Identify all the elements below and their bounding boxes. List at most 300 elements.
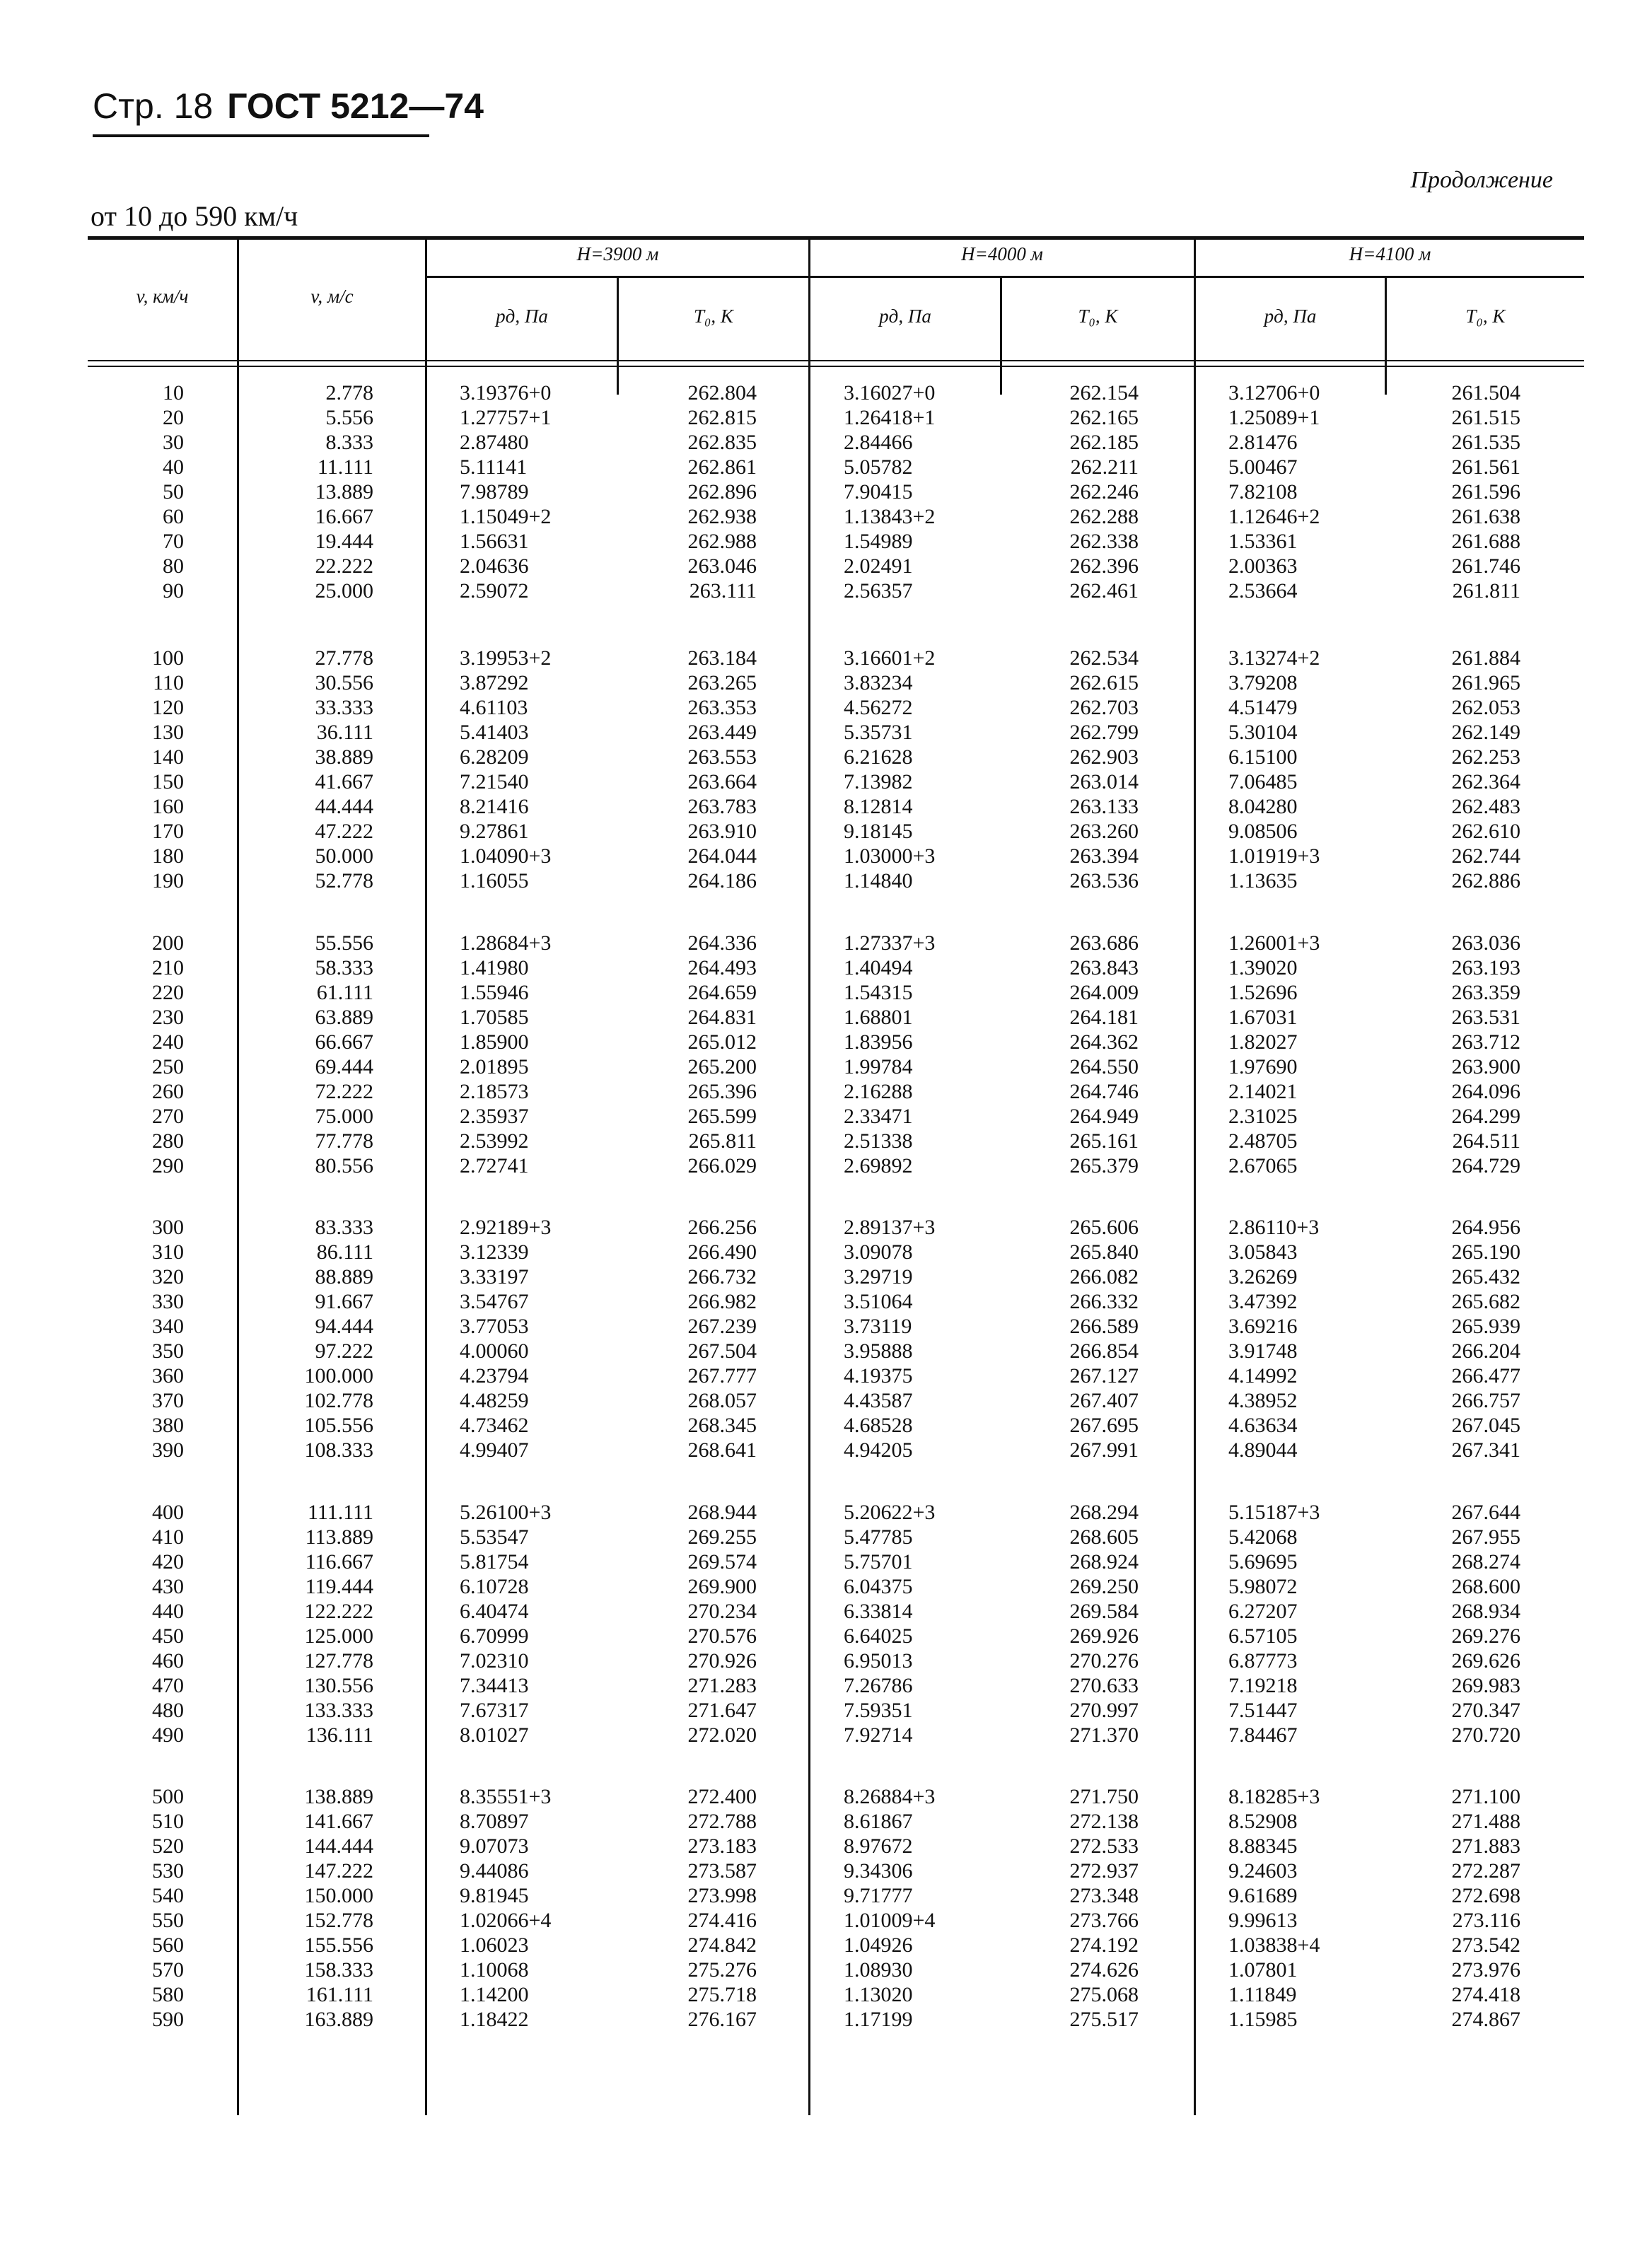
- subcolumn-divider: [1000, 278, 1002, 395]
- cell-pressure-h2: 2.69892: [844, 1154, 913, 1177]
- cell-v-ms: 55.556: [315, 931, 373, 955]
- cell-pressure-h2: 7.13982: [844, 770, 913, 793]
- cell-v-kmh: 110: [153, 671, 184, 694]
- cell-temperature-h1: 264.659: [687, 981, 757, 1004]
- cell-v-kmh: 410: [152, 1525, 184, 1549]
- cell-pressure-h3: 3.05843: [1228, 1240, 1298, 1264]
- cell-temperature-h2: 269.584: [1069, 1600, 1139, 1623]
- cell-pressure-h3: 5.00467: [1228, 455, 1298, 479]
- cell-pressure-h1: 6.40474: [460, 1600, 529, 1623]
- table-header-rule-double: [88, 366, 1584, 367]
- cell-v-kmh: 450: [152, 1624, 184, 1648]
- cell-temperature-h1: 275.276: [687, 1958, 757, 1982]
- cell-pressure-h3: 3.69216: [1228, 1315, 1298, 1338]
- cell-pressure-h3: 1.01919+3: [1228, 844, 1320, 868]
- cell-temperature-h2: 267.991: [1069, 1438, 1139, 1462]
- cell-temperature-h2: 268.605: [1069, 1525, 1139, 1549]
- cell-temperature-h1: 270.576: [687, 1624, 757, 1648]
- cell-pressure-h2: 1.13020: [844, 1983, 913, 2006]
- cell-v-kmh: 60: [163, 505, 184, 528]
- cell-pressure-h2: 4.19375: [844, 1364, 913, 1388]
- cell-pressure-h2: 4.94205: [844, 1438, 913, 1462]
- cell-pressure-h1: 5.41403: [460, 721, 529, 744]
- cell-temperature-h1: 262.896: [687, 480, 757, 504]
- cell-temperature-h1: 263.046: [687, 554, 757, 578]
- cell-temperature-h3: 273.542: [1451, 1933, 1520, 1957]
- column-header-v-ms: v, м/с: [310, 286, 354, 307]
- cell-temperature-h1: 274.842: [687, 1933, 757, 1957]
- cell-temperature-h1: 264.493: [687, 956, 757, 979]
- cell-pressure-h3: 7.06485: [1228, 770, 1298, 793]
- cell-pressure-h3: 8.52908: [1228, 1810, 1298, 1833]
- cell-temperature-h3: 261.561: [1451, 455, 1520, 479]
- cell-v-ms: 105.556: [304, 1414, 373, 1437]
- table-column-block: [1400, 1215, 1520, 1462]
- cell-temperature-h3: 261.811: [1452, 579, 1520, 603]
- cell-pressure-h3: 7.51447: [1228, 1699, 1298, 1722]
- cell-v-ms: 147.222: [304, 1859, 373, 1883]
- cell-pressure-h3: 4.38952: [1228, 1389, 1298, 1412]
- column-header-pressure: pд, Па: [1264, 306, 1317, 327]
- cell-temperature-h2: 271.370: [1069, 1723, 1139, 1747]
- cell-temperature-h2: 264.746: [1069, 1080, 1139, 1103]
- cell-temperature-h1: 266.256: [687, 1216, 757, 1239]
- cell-pressure-h1: 1.10068: [460, 1958, 529, 1982]
- cell-v-kmh: 500: [152, 1785, 184, 1808]
- cell-pressure-h3: 9.99613: [1228, 1909, 1298, 1932]
- cell-temperature-h1: 265.599: [687, 1105, 757, 1128]
- cell-pressure-h2: 8.12814: [844, 795, 913, 818]
- cell-temperature-h2: 270.276: [1069, 1649, 1139, 1673]
- table-column-block: [460, 646, 612, 893]
- cell-v-kmh: 150: [152, 770, 184, 793]
- cell-temperature-h2: 262.396: [1069, 554, 1139, 578]
- cell-pressure-h2: 7.26786: [844, 1674, 913, 1697]
- cell-v-kmh: 190: [152, 869, 184, 892]
- cell-v-ms: 80.556: [315, 1154, 373, 1177]
- cell-v-kmh: 80: [163, 554, 184, 578]
- cell-temperature-h1: 265.396: [687, 1080, 757, 1103]
- cell-v-ms: 13.889: [315, 480, 373, 504]
- cell-temperature-h3: 264.956: [1451, 1216, 1520, 1239]
- cell-temperature-h3: 271.100: [1451, 1785, 1520, 1808]
- table-column-block: [262, 1215, 373, 1462]
- cell-v-ms: 144.444: [304, 1834, 373, 1858]
- cell-v-kmh: 510: [152, 1810, 184, 1833]
- table-column-block: [262, 1500, 373, 1747]
- cell-temperature-h2: 265.606: [1069, 1216, 1139, 1239]
- column-header-temperature: T₀, K: [694, 306, 733, 327]
- cell-temperature-h3: 263.036: [1451, 931, 1520, 955]
- cell-temperature-h1: 263.111: [689, 579, 757, 603]
- cell-pressure-h3: 7.82108: [1228, 480, 1298, 504]
- cell-v-ms: 130.556: [304, 1674, 373, 1697]
- table-column-block: [1018, 931, 1139, 1178]
- cell-pressure-h3: 6.27207: [1228, 1600, 1298, 1623]
- cell-v-kmh: 330: [152, 1290, 184, 1313]
- cell-pressure-h2: 2.02491: [844, 554, 913, 578]
- cell-temperature-h3: 265.432: [1451, 1265, 1520, 1289]
- cell-temperature-h3: 264.511: [1452, 1129, 1520, 1153]
- cell-v-ms: 75.000: [315, 1105, 373, 1128]
- cell-pressure-h2: 5.75701: [844, 1550, 913, 1574]
- cell-temperature-h2: 263.394: [1069, 844, 1139, 868]
- cell-pressure-h2: 6.64025: [844, 1624, 913, 1648]
- table-column-block: [1018, 380, 1139, 603]
- cell-pressure-h2: 5.05782: [844, 455, 913, 479]
- table-column-block: [460, 1500, 612, 1747]
- cell-temperature-h1: 262.804: [687, 381, 757, 405]
- cell-pressure-h3: 6.87773: [1228, 1649, 1298, 1673]
- subcolumn-divider: [1385, 278, 1387, 395]
- cell-temperature-h2: 263.686: [1069, 931, 1139, 955]
- table-column-block: [460, 1215, 612, 1462]
- table-column-block: [1400, 380, 1520, 603]
- column-divider: [237, 240, 239, 2115]
- table-column-block: [636, 1215, 757, 1462]
- cell-pressure-h1: 7.21540: [460, 770, 529, 793]
- cell-pressure-h3: 1.82027: [1228, 1030, 1298, 1054]
- cell-pressure-h1: 7.34413: [460, 1674, 529, 1697]
- cell-v-kmh: 250: [152, 1055, 184, 1078]
- cell-temperature-h3: 261.515: [1451, 406, 1520, 429]
- cell-temperature-h2: 265.840: [1069, 1240, 1139, 1264]
- cell-temperature-h2: 262.288: [1069, 505, 1139, 528]
- cell-temperature-h2: 262.799: [1069, 721, 1139, 744]
- cell-pressure-h1: 1.70585: [460, 1006, 529, 1029]
- cell-pressure-h3: 1.53361: [1228, 530, 1298, 553]
- cell-temperature-h3: 263.712: [1451, 1030, 1520, 1054]
- cell-v-kmh: 580: [152, 1983, 184, 2006]
- cell-temperature-h1: 273.998: [687, 1884, 757, 1907]
- table-column-block: [844, 1500, 996, 1747]
- cell-temperature-h1: 267.777: [687, 1364, 757, 1388]
- cell-pressure-h2: 3.29719: [844, 1265, 913, 1289]
- table-column-block: [1228, 931, 1380, 1178]
- cell-temperature-h1: 273.183: [687, 1834, 757, 1858]
- cell-v-ms: 91.667: [315, 1290, 373, 1313]
- cell-pressure-h2: 1.99784: [844, 1055, 913, 1078]
- cell-pressure-h3: 4.14992: [1228, 1364, 1298, 1388]
- cell-v-ms: 44.444: [315, 795, 373, 818]
- cell-v-kmh: 120: [152, 696, 184, 719]
- cell-pressure-h2: 1.54315: [844, 981, 913, 1004]
- cell-v-ms: 77.778: [315, 1129, 373, 1153]
- cell-pressure-h1: 2.53992: [460, 1129, 529, 1153]
- cell-pressure-h1: 8.21416: [460, 795, 529, 818]
- table-column-block: [106, 931, 184, 1178]
- cell-pressure-h3: 1.67031: [1228, 1006, 1298, 1029]
- cell-pressure-h1: 6.10728: [460, 1575, 529, 1598]
- cell-pressure-h1: 1.85900: [460, 1030, 529, 1054]
- cell-pressure-h2: 2.16288: [844, 1080, 913, 1103]
- cell-temperature-h3: 272.287: [1451, 1859, 1520, 1883]
- cell-temperature-h3: 265.682: [1451, 1290, 1520, 1313]
- cell-pressure-h3: 4.63634: [1228, 1414, 1298, 1437]
- cell-temperature-h2: 262.534: [1069, 646, 1139, 670]
- cell-temperature-h3: 273.976: [1451, 1958, 1520, 1982]
- cell-temperature-h1: 262.988: [687, 530, 757, 553]
- cell-temperature-h3: 263.531: [1451, 1006, 1520, 1029]
- cell-temperature-h2: 265.379: [1069, 1154, 1139, 1177]
- cell-pressure-h3: 4.51479: [1228, 696, 1298, 719]
- cell-pressure-h2: 1.26418+1: [844, 406, 936, 429]
- cell-pressure-h3: 5.30104: [1228, 721, 1298, 744]
- table-column-block: [262, 380, 373, 603]
- cell-pressure-h2: 1.68801: [844, 1006, 913, 1029]
- cell-temperature-h2: 262.615: [1069, 671, 1139, 694]
- cell-temperature-h2: 262.246: [1069, 480, 1139, 504]
- cell-v-kmh: 320: [152, 1265, 184, 1289]
- cell-v-ms: 133.333: [304, 1699, 373, 1722]
- cell-pressure-h1: 4.23794: [460, 1364, 529, 1388]
- cell-pressure-h3: 1.12646+2: [1228, 505, 1320, 528]
- table-column-block: [1228, 646, 1380, 893]
- cell-pressure-h1: 9.27861: [460, 820, 529, 843]
- cell-temperature-h2: 263.014: [1069, 770, 1139, 793]
- cell-temperature-h1: 262.861: [687, 455, 757, 479]
- cell-pressure-h3: 2.48705: [1228, 1129, 1298, 1153]
- cell-pressure-h1: 2.72741: [460, 1154, 529, 1177]
- cell-pressure-h2: 3.83234: [844, 671, 913, 694]
- cell-temperature-h1: 264.186: [687, 869, 757, 892]
- cell-pressure-h2: 2.56357: [844, 579, 913, 603]
- cell-pressure-h1: 1.56631: [460, 530, 529, 553]
- header-underline: [93, 134, 429, 137]
- table-column-block: [262, 931, 373, 1178]
- cell-v-kmh: 30: [163, 431, 184, 454]
- cell-temperature-h3: 262.483: [1451, 795, 1520, 818]
- cell-v-kmh: 230: [152, 1006, 184, 1029]
- cell-v-kmh: 520: [152, 1834, 184, 1858]
- cell-v-kmh: 480: [152, 1699, 184, 1722]
- cell-v-kmh: 40: [163, 455, 184, 479]
- table-column-block: [262, 1784, 373, 2032]
- cell-v-ms: 50.000: [315, 844, 373, 868]
- cell-pressure-h2: 2.89137+3: [844, 1216, 936, 1239]
- cell-pressure-h3: 1.11849: [1228, 1983, 1297, 2006]
- cell-pressure-h3: 8.88345: [1228, 1834, 1298, 1858]
- table-column-block: [1400, 1784, 1520, 2032]
- cell-v-ms: 102.778: [304, 1389, 373, 1412]
- cell-v-ms: 41.667: [315, 770, 373, 793]
- cell-temperature-h1: 268.944: [687, 1501, 757, 1524]
- cell-temperature-h1: 266.982: [687, 1290, 757, 1313]
- cell-v-ms: 138.889: [304, 1785, 373, 1808]
- cell-pressure-h2: 1.27337+3: [844, 931, 936, 955]
- cell-pressure-h1: 1.18422: [460, 2008, 529, 2031]
- cell-v-kmh: 300: [152, 1216, 184, 1239]
- cell-v-kmh: 140: [152, 745, 184, 769]
- cell-v-ms: 97.222: [315, 1339, 373, 1363]
- cell-temperature-h3: 264.299: [1451, 1105, 1520, 1128]
- cell-v-ms: 94.444: [315, 1315, 373, 1338]
- cell-pressure-h1: 5.81754: [460, 1550, 529, 1574]
- cell-pressure-h3: 5.42068: [1228, 1525, 1298, 1549]
- cell-temperature-h2: 266.854: [1069, 1339, 1139, 1363]
- cell-v-ms: 36.111: [316, 721, 373, 744]
- cell-temperature-h2: 263.260: [1069, 820, 1139, 843]
- cell-v-kmh: 280: [152, 1129, 184, 1153]
- cell-v-kmh: 390: [152, 1438, 184, 1462]
- cell-temperature-h2: 270.997: [1069, 1699, 1139, 1722]
- cell-temperature-h1: 270.234: [687, 1600, 757, 1623]
- cell-pressure-h3: 2.14021: [1228, 1080, 1298, 1103]
- cell-temperature-h2: 269.926: [1069, 1624, 1139, 1648]
- cell-temperature-h3: 268.934: [1451, 1600, 1520, 1623]
- cell-temperature-h3: 261.965: [1451, 671, 1520, 694]
- cell-v-ms: 52.778: [315, 869, 373, 892]
- cell-pressure-h3: 5.98072: [1228, 1575, 1298, 1598]
- cell-v-ms: 119.444: [305, 1575, 373, 1598]
- cell-temperature-h1: 263.783: [687, 795, 757, 818]
- cell-temperature-h3: 262.886: [1451, 869, 1520, 892]
- group-header-h1: H=3900 м: [576, 243, 659, 264]
- cell-pressure-h1: 5.53547: [460, 1525, 529, 1549]
- cell-pressure-h2: 3.95888: [844, 1339, 913, 1363]
- cell-temperature-h1: 264.044: [687, 844, 757, 868]
- cell-pressure-h3: 8.18285+3: [1228, 1785, 1320, 1808]
- cell-v-ms: 108.333: [304, 1438, 373, 1462]
- cell-pressure-h1: 1.15049+2: [460, 505, 552, 528]
- cell-pressure-h1: 2.87480: [460, 431, 529, 454]
- cell-v-ms: 158.333: [304, 1958, 373, 1982]
- cell-temperature-h1: 265.811: [688, 1129, 757, 1153]
- cell-pressure-h1: 8.01027: [460, 1723, 529, 1747]
- cell-pressure-h3: 2.31025: [1228, 1105, 1298, 1128]
- cell-pressure-h3: 7.84467: [1228, 1723, 1298, 1747]
- cell-pressure-h3: 3.13274+2: [1228, 646, 1320, 670]
- cell-pressure-h2: 9.18145: [844, 820, 913, 843]
- cell-pressure-h3: 2.67065: [1228, 1154, 1298, 1177]
- cell-pressure-h3: 3.47392: [1228, 1290, 1298, 1313]
- cell-pressure-h1: 9.81945: [460, 1884, 529, 1907]
- cell-temperature-h2: 268.294: [1069, 1501, 1139, 1524]
- table-column-block: [1018, 1215, 1139, 1462]
- group-header-h2: H=4000 м: [961, 243, 1043, 264]
- column-header-temperature: T₀, K: [1078, 306, 1118, 327]
- cell-pressure-h2: 1.14840: [844, 869, 913, 892]
- table-column-block: [1228, 1215, 1380, 1462]
- cell-pressure-h1: 3.12339: [460, 1240, 529, 1264]
- cell-temperature-h3: 270.720: [1451, 1723, 1520, 1747]
- cell-pressure-h3: 5.15187+3: [1228, 1501, 1320, 1524]
- cell-temperature-h1: 263.910: [687, 820, 757, 843]
- cell-temperature-h3: 268.274: [1451, 1550, 1520, 1574]
- cell-v-kmh: 540: [152, 1884, 184, 1907]
- cell-temperature-h3: 262.744: [1451, 844, 1520, 868]
- cell-v-ms: 33.333: [315, 696, 373, 719]
- table-column-block: [460, 380, 612, 603]
- cell-pressure-h2: 6.33814: [844, 1600, 913, 1623]
- cell-v-ms: 72.222: [315, 1080, 373, 1103]
- cell-temperature-h3: 261.504: [1451, 381, 1520, 405]
- table-column-block: [106, 1500, 184, 1747]
- cell-temperature-h3: 264.096: [1451, 1080, 1520, 1103]
- cell-temperature-h2: 262.903: [1069, 745, 1139, 769]
- cell-pressure-h3: 2.00363: [1228, 554, 1298, 578]
- cell-pressure-h2: 4.56272: [844, 696, 913, 719]
- cell-pressure-h2: 7.90415: [844, 480, 913, 504]
- cell-pressure-h3: 2.53664: [1228, 579, 1298, 603]
- cell-v-kmh: 20: [163, 406, 184, 429]
- cell-temperature-h1: 265.200: [687, 1055, 757, 1078]
- cell-pressure-h1: 4.99407: [460, 1438, 529, 1462]
- cell-pressure-h1: 2.92189+3: [460, 1216, 552, 1239]
- cell-pressure-h3: 1.13635: [1228, 869, 1298, 892]
- table-header-rule: [88, 360, 1584, 361]
- cell-temperature-h3: 271.488: [1451, 1810, 1520, 1833]
- cell-pressure-h1: 1.27757+1: [460, 406, 552, 429]
- cell-pressure-h3: 1.15985: [1228, 2008, 1298, 2031]
- cell-temperature-h2: 274.626: [1069, 1958, 1139, 1982]
- column-header-temperature: T₀, K: [1465, 306, 1506, 327]
- cell-temperature-h1: 269.255: [687, 1525, 757, 1549]
- cell-v-kmh: 210: [152, 956, 184, 979]
- cell-v-ms: 38.889: [315, 745, 373, 769]
- cell-temperature-h1: 267.239: [687, 1315, 757, 1338]
- table-column-block: [636, 646, 757, 893]
- cell-pressure-h2: 2.51338: [844, 1129, 913, 1153]
- table-column-block: [844, 1215, 996, 1462]
- cell-pressure-h2: 7.92714: [844, 1723, 913, 1747]
- table-column-block: [1400, 1500, 1520, 1747]
- cell-temperature-h3: 266.204: [1451, 1339, 1520, 1363]
- cell-temperature-h2: 273.348: [1069, 1884, 1139, 1907]
- cell-temperature-h3: 261.884: [1451, 646, 1520, 670]
- cell-temperature-h3: 263.900: [1451, 1055, 1520, 1078]
- table-column-block: [844, 931, 996, 1178]
- cell-v-kmh: 180: [152, 844, 184, 868]
- table-subtitle: от 10 до 590 км/ч: [91, 200, 298, 232]
- cell-pressure-h3: 6.15100: [1228, 745, 1298, 769]
- cell-temperature-h1: 276.167: [687, 2008, 757, 2031]
- cell-pressure-h2: 6.21628: [844, 745, 913, 769]
- cell-temperature-h3: 264.729: [1451, 1154, 1520, 1177]
- cell-v-kmh: 420: [152, 1550, 184, 1574]
- cell-temperature-h2: 272.533: [1069, 1834, 1139, 1858]
- cell-v-ms: 163.889: [304, 2008, 373, 2031]
- cell-pressure-h2: 8.26884+3: [844, 1785, 936, 1808]
- cell-pressure-h1: 2.04636: [460, 554, 529, 578]
- cell-pressure-h1: 3.54767: [460, 1290, 529, 1313]
- cell-temperature-h2: 266.332: [1069, 1290, 1139, 1313]
- table-column-block: [262, 646, 373, 893]
- cell-temperature-h2: 264.181: [1069, 1006, 1139, 1029]
- cell-pressure-h3: 1.52696: [1228, 981, 1298, 1004]
- table-column-block: [1228, 1784, 1380, 2032]
- cell-temperature-h3: 262.149: [1451, 721, 1520, 744]
- cell-v-kmh: 570: [152, 1958, 184, 1982]
- cell-temperature-h1: 272.400: [687, 1785, 757, 1808]
- cell-pressure-h1: 1.55946: [460, 981, 529, 1004]
- cell-pressure-h2: 1.17199: [844, 2008, 913, 2031]
- cell-pressure-h2: 2.84466: [844, 431, 913, 454]
- cell-temperature-h3: 271.883: [1451, 1834, 1520, 1858]
- cell-temperature-h1: 264.336: [687, 931, 757, 955]
- cell-temperature-h3: 262.364: [1451, 770, 1520, 793]
- table-column-block: [1018, 1784, 1139, 2032]
- cell-pressure-h1: 4.00060: [460, 1339, 529, 1363]
- cell-temperature-h3: 265.190: [1451, 1240, 1520, 1264]
- cell-pressure-h3: 6.57105: [1228, 1624, 1298, 1648]
- cell-v-ms: 152.778: [304, 1909, 373, 1932]
- cell-v-kmh: 460: [152, 1649, 184, 1673]
- cell-v-kmh: 90: [163, 579, 184, 603]
- cell-pressure-h1: 4.48259: [460, 1389, 529, 1412]
- cell-v-kmh: 350: [152, 1339, 184, 1363]
- cell-v-ms: 25.000: [315, 579, 373, 603]
